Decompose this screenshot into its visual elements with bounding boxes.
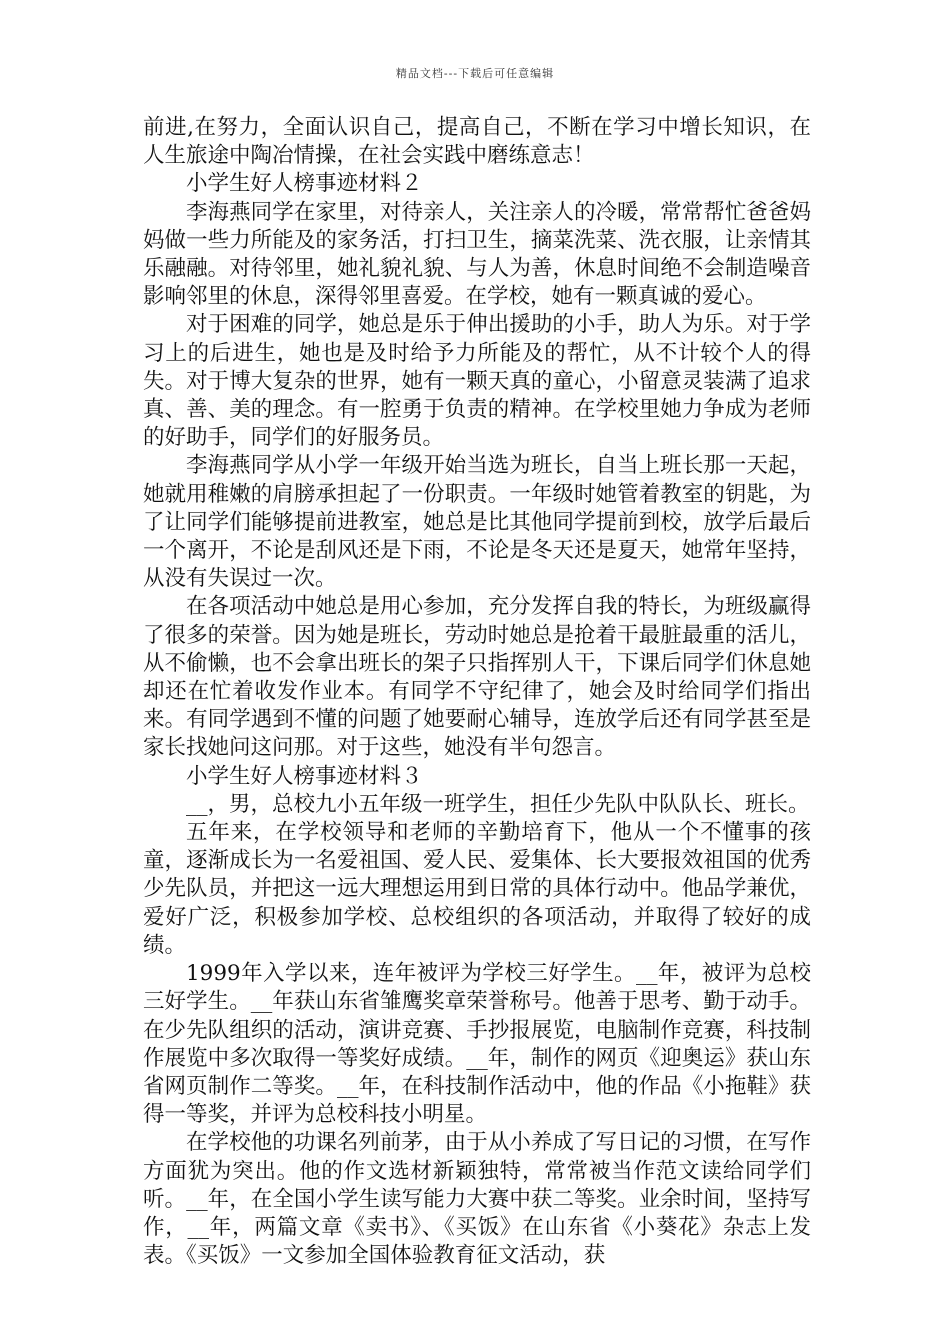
paragraph: 五年来，在学校领导和老师的辛勤培育下，他从一个不懂事的孩童，逐渐成长为一名爱祖国、爱人民、爱集体、长大要报效祖国的优秀少先队员，并把这一远大理想运用到日常的具体行动中。他品学兼优，爱好广泛，积极参加学校、总校组织的各项活动，并取得了较好的成绩。	[143, 820, 811, 958]
section-heading: 小学生好人榜事迹材料３	[186, 763, 423, 789]
paragraph: 李海燕同学在家里，对待亲人，关注亲人的冷暖，常常帮忙爸爸妈妈做一些力所能及的家务活，打扫卫生，摘菜洗菜、洗衣服，让亲情其乐融融。对待邻里，她礼貌礼貌、与人为善，休息时间绝不会制造噪音影响邻里的休息，深得邻里喜爱。在学校，她有一颗真诚的爱心。	[143, 199, 811, 310]
paragraph: 1999年入学以来，连年被评为学校三好学生。__年，被评为总校三好学生。__年获山东省雏鹰奖章荣誉称号。他善于思考、勤于动手。在少先队组织的活动，演讲竞赛、手抄报展览，电脑制作竞赛，科技制作展览中多次取得一等奖好成绩。__年，制作的网页《迎奥运》获山东省网页制作二等奖。__年，在科技制作活动中，他的作品《小拖鞋》获得一等奖，并评为总校科技小明星。	[143, 961, 811, 1128]
section-heading: 小学生好人榜事迹材料２	[186, 171, 423, 197]
paragraph: 李海燕同学从小学一年级开始当选为班长，自当上班长那一天起，她就用稚嫩的肩膀承担起了一份职责。一年级时她管着教室的钥匙，为了让同学们能够提前进教室，她总是比其他同学提前到校，放学后最后一个离开，不论是刮风还是下雨，不论是冬天还是夏天，她常年坚持，从没有失误过一次。	[143, 453, 811, 592]
paragraph: __，男，总校九小五年级一班学生，担任少先队中队队长、班长。	[186, 791, 810, 817]
paragraph: 对于困难的同学，她总是乐于伸出援助的小手，助人为乐。对于学习上的后进生，她也是及时给予力所能及的帮忙，从不计较个人的得失。对于博大复杂的世界，她有一颗天真的童心，小留意灵装满了追求真、善、美的理念。有一腔勇于负责的精神。在学校里她力争成为老师的好助手，同学们的好服务员。	[143, 312, 811, 451]
paragraph: 前进,在努力，全面认识自己，提高自己，不断在学习中增长知识，在人生旅途中陶冶情操，在社会实践中磨练意志！	[143, 115, 811, 169]
page-header: 精品文档---下载后可任意编辑	[395, 67, 555, 80]
paragraph: 在学校他的功课名列前茅，由于从小养成了写日记的习惯，在写作方面犹为突出。他的作文选材新颖独特，常常被当作范文读给同学们听。__年，在全国小学生读写能力大赛中获二等奖。业余时间，坚持写作，__年，两篇文章《卖书》、《买饭》在山东省《小葵花》杂志上发表。《买饭》一文参加全国体验教育征文活动，获	[143, 1130, 811, 1269]
paragraph: 在各项活动中她总是用心参加，充分发挥自我的特长，为班级赢得了很多的荣誉。因为她是班长，劳动时她总是抢着干最脏最重的活儿，从不偷懒，也不会拿出班长的架子只指挥别人干，下课后同学们休息她却还在忙着收发作业本。有同学不守纪律了，她会及时给同学们指出来。有同学遇到不懂的问题了她要耐心辅导，连放学后还有同学甚至是家长找她问这问那。对于这些，她没有半句怨言。	[143, 594, 811, 761]
document-body	[143, 114, 811, 1270]
